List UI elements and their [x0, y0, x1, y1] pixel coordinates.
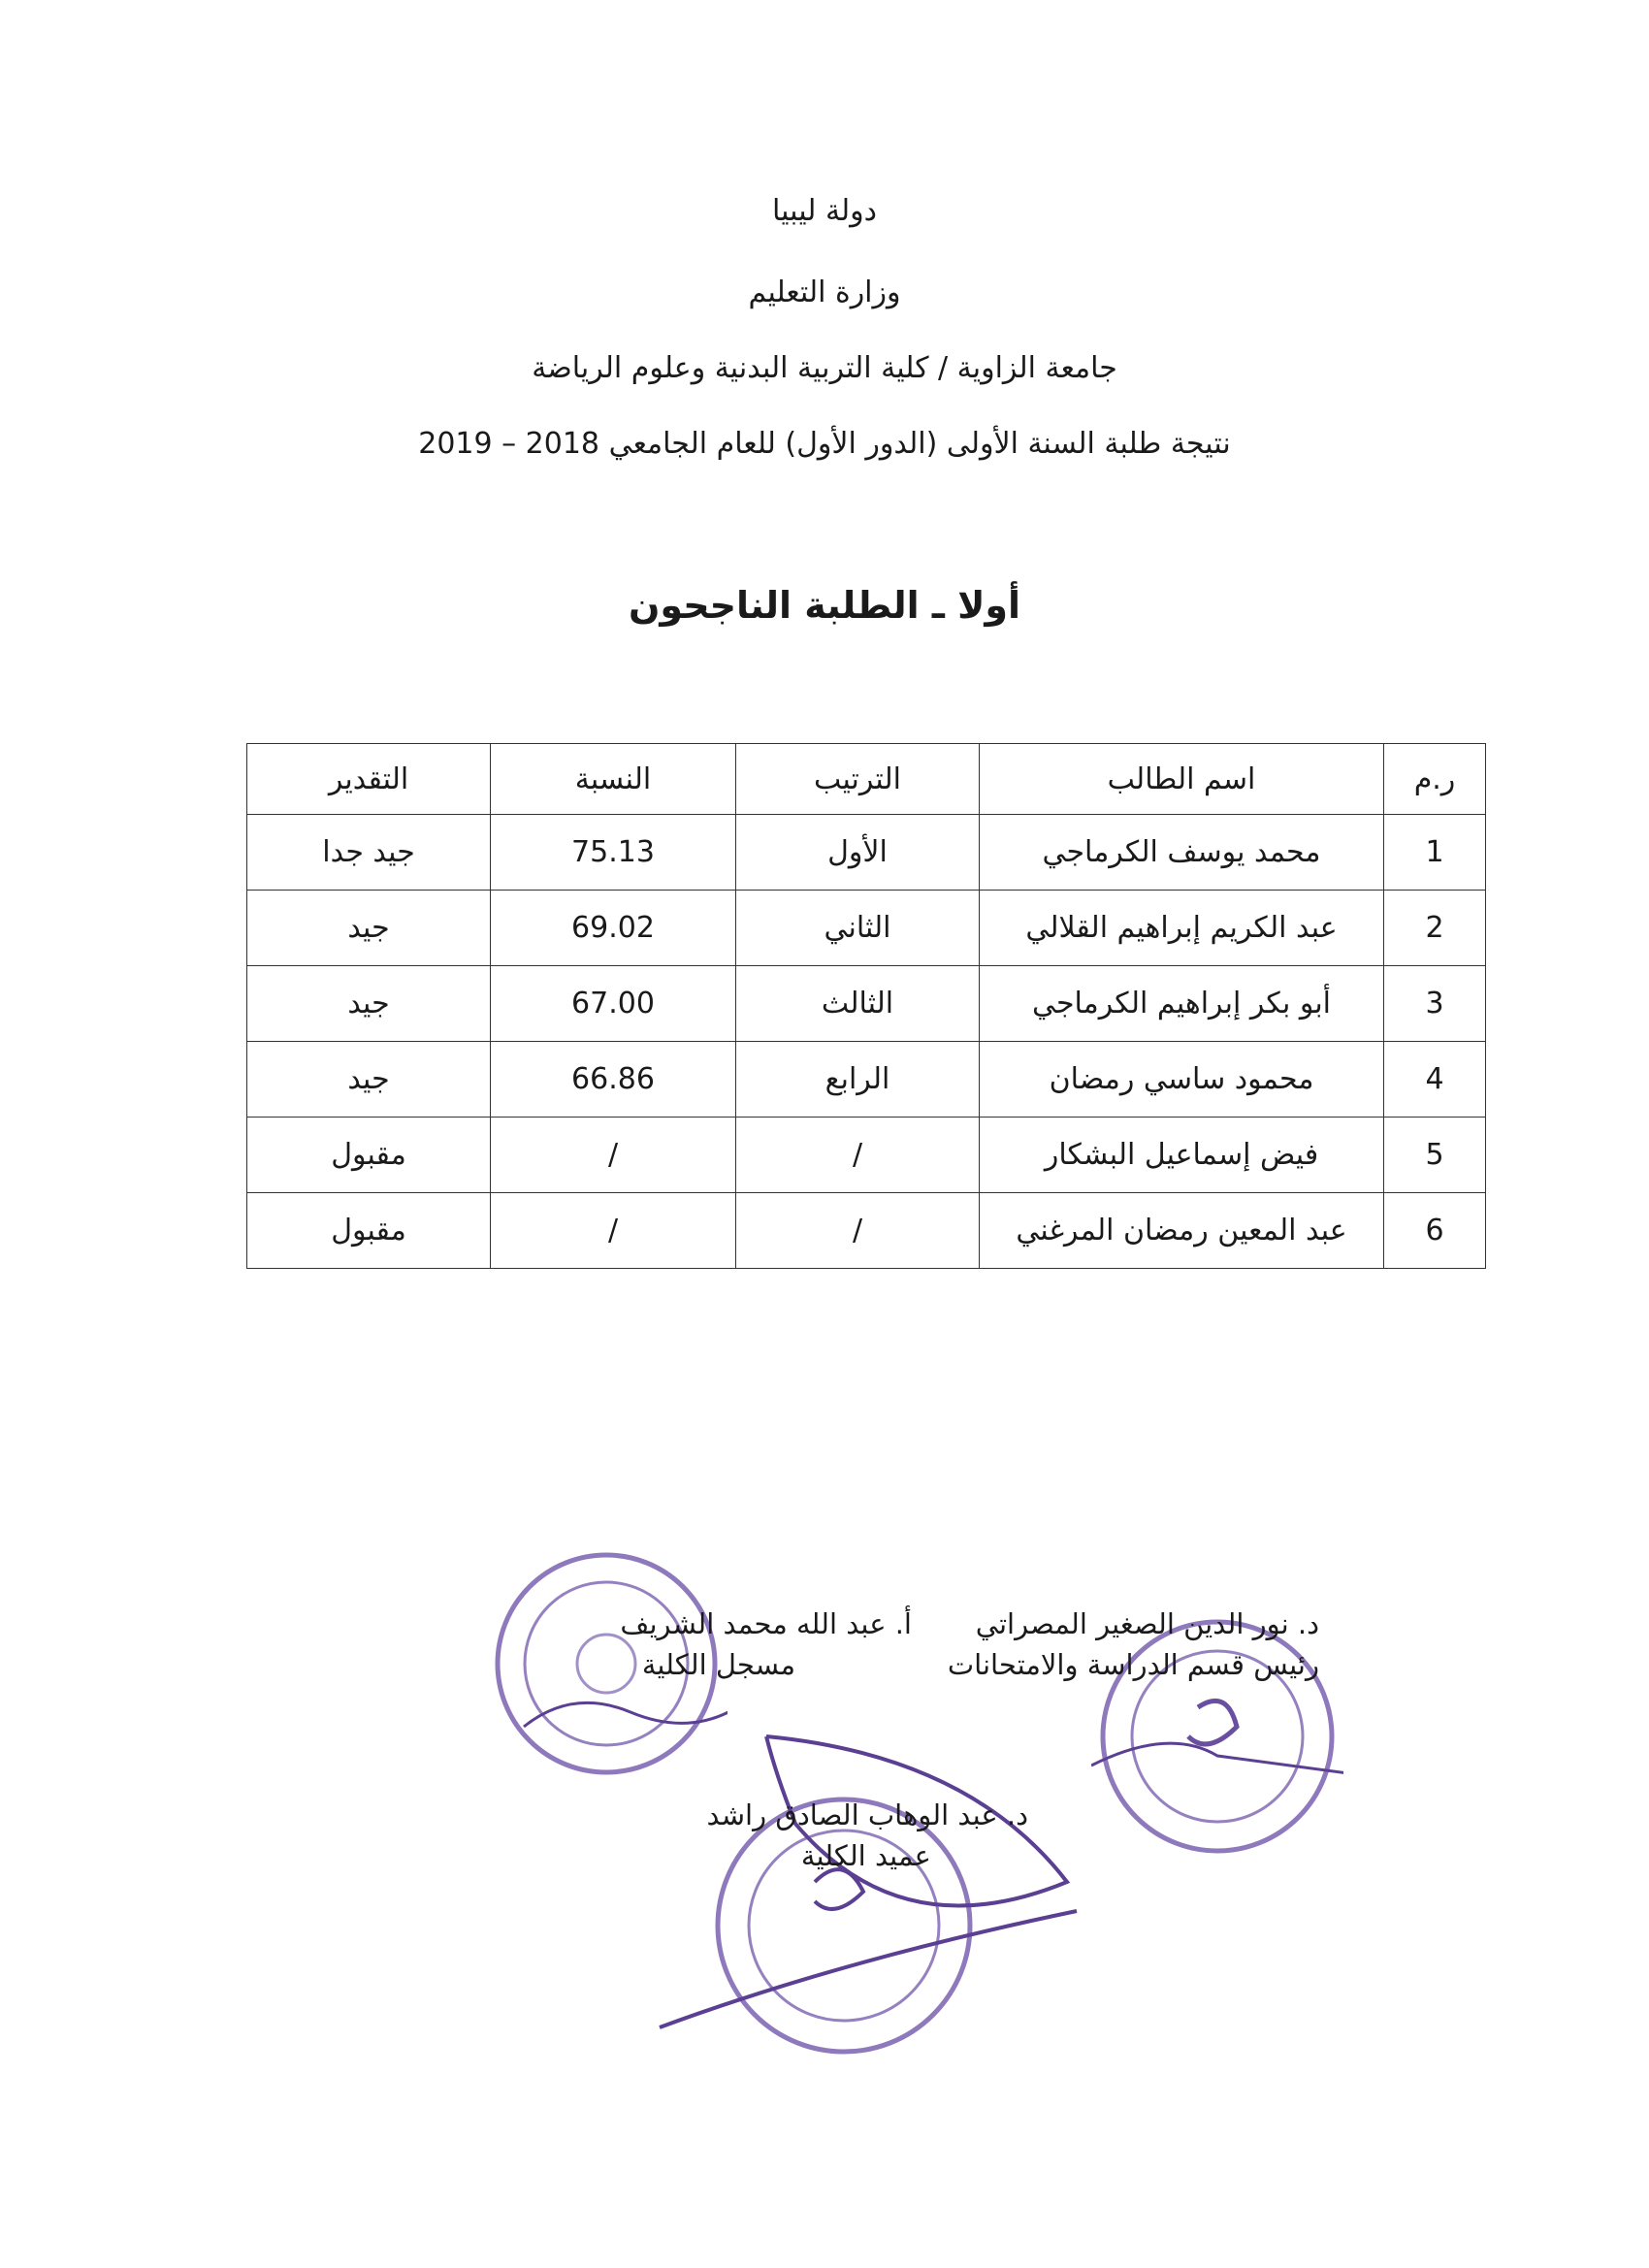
cell-percentage: 67.00	[491, 966, 736, 1042]
cell-rank: الرابع	[736, 1042, 980, 1118]
dean-name: د. عبد الوهاب الصادق راشد	[706, 1798, 1028, 1831]
registrar-title: مسجل الكلية	[641, 1648, 795, 1681]
table-row	[247, 1118, 1486, 1193]
cell-rank: /	[736, 1118, 980, 1193]
cell-rank: /	[736, 1193, 980, 1269]
cell-percentage: 66.86	[491, 1042, 736, 1118]
cell-name: محمود ساسي رمضان	[980, 1042, 1384, 1118]
exams-head-name: د. نور الدين الصغير المصراتي	[975, 1607, 1319, 1640]
ministry-line: وزارة التعليم	[748, 275, 901, 309]
dean-title: عميد الكلية	[800, 1839, 931, 1872]
cell-rank: الثالث	[736, 966, 980, 1042]
section-title: أولا ـ الطلبة الناجحون	[628, 584, 1021, 627]
cell-index: 3	[1384, 966, 1486, 1042]
cell-name: محمد يوسف الكرماجي	[980, 815, 1384, 891]
cell-percentage: 69.02	[491, 891, 736, 966]
center-stamp-signature-icon	[650, 1717, 1106, 2124]
cell-rank: الأول	[736, 815, 980, 891]
exams-head-signature	[892, 1604, 1319, 1685]
col-header-grade: التقدير	[247, 744, 491, 815]
cell-percentage: /	[491, 1193, 736, 1269]
results-table	[246, 743, 1486, 1269]
col-header-name: اسم الطالب	[980, 744, 1384, 815]
cell-grade: مقبول	[247, 1118, 491, 1193]
cell-grade: جيد	[247, 1042, 491, 1118]
cell-index: 6	[1384, 1193, 1486, 1269]
table-row	[247, 891, 1486, 966]
table-row	[247, 966, 1486, 1042]
cell-index: 4	[1384, 1042, 1486, 1118]
cell-percentage: /	[491, 1118, 736, 1193]
table-row	[247, 815, 1486, 891]
registrar-signature	[407, 1604, 912, 1685]
table-row	[247, 1042, 1486, 1118]
col-header-percentage: النسبة	[491, 744, 736, 815]
table-header-row	[247, 744, 1486, 815]
cell-name: عبد الكريم إبراهيم القلالي	[980, 891, 1384, 966]
cell-grade: مقبول	[247, 1193, 491, 1269]
cell-grade: جيد	[247, 891, 491, 966]
document-title: نتيجة طلبة السنة الأولى (الدور الأول) للعام الجامعي 2018 – 2019	[418, 427, 1231, 461]
col-header-index: ر.م	[1384, 744, 1486, 815]
dean-signature	[640, 1795, 1028, 1876]
registrar-name: أ. عبد الله محمد الشريف	[620, 1607, 912, 1640]
cell-grade: جيد	[247, 966, 491, 1042]
cell-index: 2	[1384, 891, 1486, 966]
university-line: جامعة الزاوية / كلية التربية البدنية وعلوم الرياضة	[532, 351, 1117, 385]
table-row	[247, 1193, 1486, 1269]
col-header-rank: الترتيب	[736, 744, 980, 815]
cell-grade: جيد جدا	[247, 815, 491, 891]
cell-percentage: 75.13	[491, 815, 736, 891]
exams-head-title: رئيس قسم الدراسة والامتحانات	[947, 1648, 1319, 1681]
cell-name: عبد المعين رمضان المرغني	[980, 1193, 1384, 1269]
cell-rank: الثاني	[736, 891, 980, 966]
cell-name: فيض إسماعيل البشكار	[980, 1118, 1384, 1193]
cell-index: 5	[1384, 1118, 1486, 1193]
cell-index: 1	[1384, 815, 1486, 891]
country-line: دولة ليبيا	[771, 194, 878, 228]
cell-name: أبو بكر إبراهيم الكرماجي	[980, 966, 1384, 1042]
